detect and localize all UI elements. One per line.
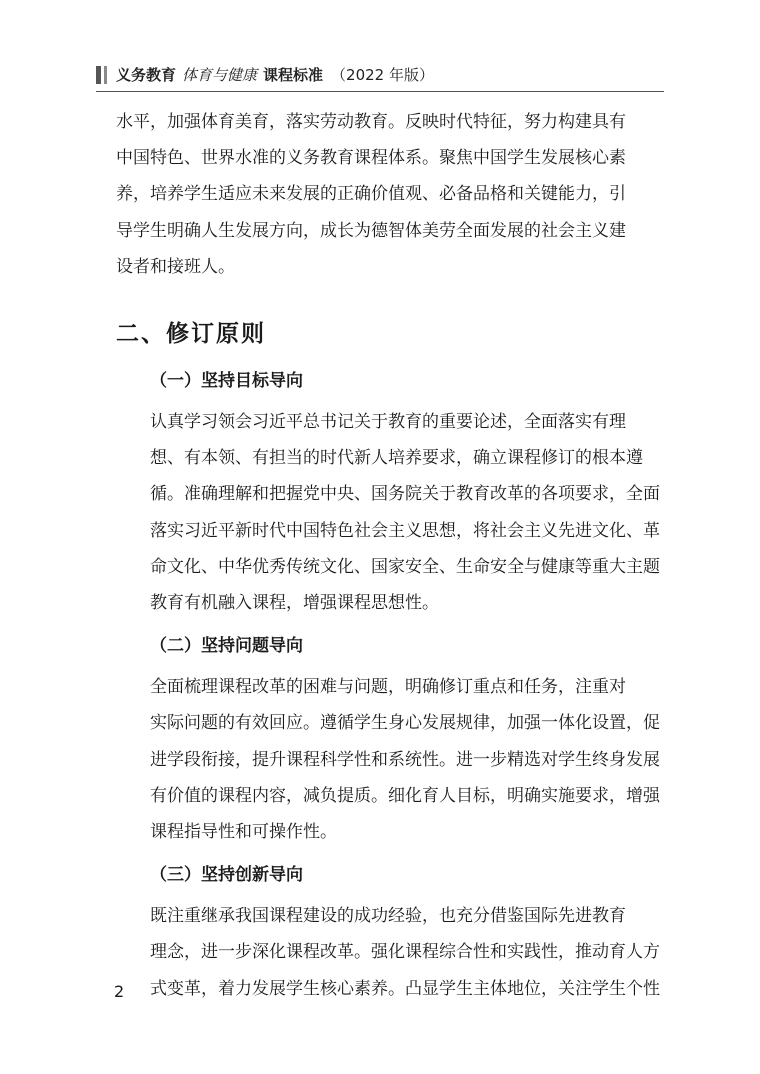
- text-line: 命文化、中华优秀传统文化、国家安全、生命安全与健康等重大主题: [150, 556, 660, 577]
- text-line: 循。准确理解和把握党中央、国务院关于教育改革的各项要求，全面: [150, 484, 660, 505]
- text-line: 设者和接班人。: [116, 256, 235, 277]
- header-title: [116, 62, 434, 88]
- intro-paragraph: [116, 104, 658, 285]
- subsection-title-3: （三）坚持创新导向: [150, 865, 303, 886]
- running-header: [96, 62, 696, 88]
- subsection-title-1: （一）坚持目标导向: [150, 371, 303, 392]
- page-number: 2: [114, 982, 125, 1001]
- text-line: 进学段衔接，提升课程科学性和系统性。进一步精选对学生终身发展: [150, 749, 660, 770]
- header-title-part2: 课程标准: [263, 66, 324, 84]
- header-title-part1: 义务教育: [116, 66, 177, 84]
- text-line: 理念，进一步深化课程改革。强化课程综合性和实践性，推动育人方: [150, 942, 660, 963]
- text-line: 导学生明确人生发展方向，成长为德智体美劳全面发展的社会主义建: [116, 220, 626, 241]
- page-content: [116, 104, 658, 1007]
- text-line: 落实习近平新时代中国特色社会主义思想，将社会主义先进文化、革: [150, 520, 660, 541]
- section-title: 二、修订原则: [116, 321, 266, 348]
- text-line: 想、有本领、有担当的时代新人培养要求，确立课程修订的根本遵: [150, 448, 643, 469]
- text-line: 有价值的课程内容，减负提质。细化育人目标，明确实施要求，增强: [150, 785, 660, 806]
- text-line: 水平，加强体育美育，落实劳动教育。反映时代特征，努力构建具有: [116, 112, 626, 132]
- header-title-italic: 体育与健康: [182, 66, 258, 84]
- text-line: 全面梳理课程改革的困难与问题，明确修订重点和任务，注重对: [150, 677, 626, 698]
- header-bars-icon: [96, 66, 110, 84]
- subsection-paragraph-2: [116, 669, 658, 850]
- text-line: 教育有机融入课程，增强课程思想性。: [150, 593, 439, 614]
- subsection-paragraph-1: [116, 404, 658, 621]
- text-line: 认真学习领会习近平总书记关于教育的重要论述，全面落实有理: [150, 412, 626, 433]
- subsection-title-2: （二）坚持问题导向: [150, 636, 303, 657]
- header-title-year: （2022 年版）: [331, 66, 434, 84]
- text-line: 既注重继承我国课程建设的成功经验，也充分借鉴国际先进教育: [150, 906, 626, 927]
- text-line: 中国特色、世界水准的义务教育课程体系。聚焦中国学生发展核心素: [116, 148, 626, 169]
- text-line: 课程指导性和可操作性。: [150, 822, 337, 843]
- subsection-paragraph-3: [116, 898, 658, 1007]
- header-rule: [96, 91, 664, 92]
- text-line: 养，培养学生适应未来发展的正确价值观、必备品格和关键能力，引: [116, 184, 626, 205]
- text-line: 实际问题的有效回应。遵循学生身心发展规律，加强一体化设置，促: [150, 713, 660, 734]
- text-line: 式变革，着力发展学生核心素养。凸显学生主体地位，关注学生个性: [150, 978, 660, 999]
